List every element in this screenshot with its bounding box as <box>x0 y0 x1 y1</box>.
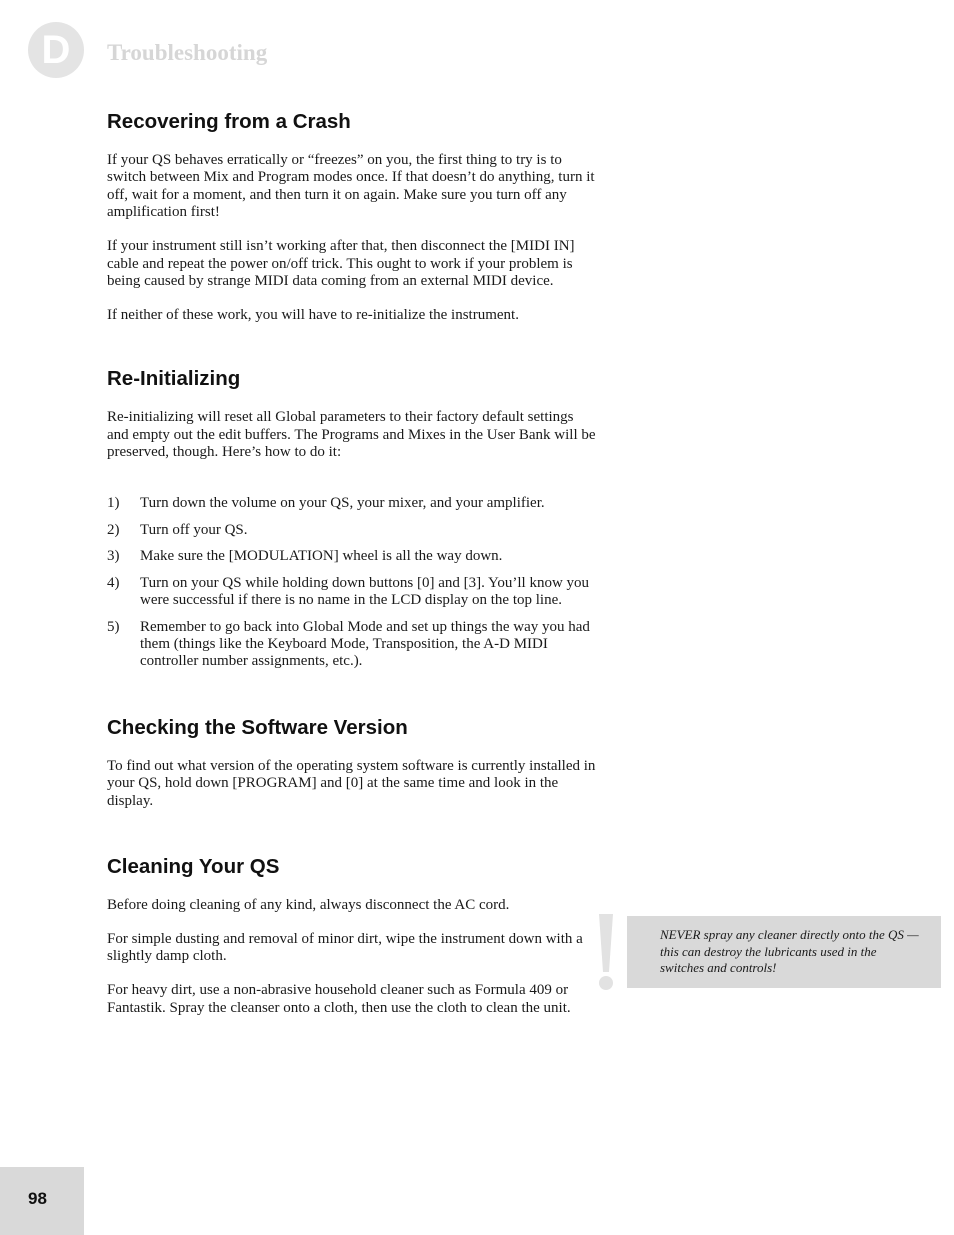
paragraph: For simple dusting and removal of minor dirt, wipe the instrument down with a slightly damp cloth. <box>107 930 583 965</box>
warning-note-text: NEVER spray any cleaner directly onto the QS — this can destroy the lubricants used in the switches and controls! <box>660 927 919 975</box>
step-number: 4) <box>107 574 120 591</box>
step-number: 1) <box>107 495 120 512</box>
exclamation-icon <box>596 912 616 992</box>
list-item <box>107 575 597 610</box>
step-text: Turn on your QS while holding down buttons [0] and [3]. You’ll know you were successful if there is no name in the LCD display on the top line. <box>140 574 590 609</box>
chapter-title: Troubleshooting <box>107 40 268 65</box>
page-number-box <box>0 1167 84 1235</box>
section-software-version <box>107 714 597 810</box>
warning-note <box>627 916 941 988</box>
paragraph: To find out what version of the operating system software is currently installed in your QS, hold down [PROGRAM] and [0] at the same time and look in the display. <box>107 757 596 809</box>
paragraph: For heavy dirt, use a non-abrasive household cleaner such as Formula 409 or Fantastik. Spray the cleanser onto a cloth, then use the cloth to clean the unit. <box>107 982 571 1016</box>
step-number: 2) <box>107 521 120 538</box>
section-heading: Cleaning Your QS <box>107 854 280 878</box>
list-item <box>107 522 597 539</box>
section-recovering-crash <box>107 108 597 324</box>
chapter-letter: D <box>41 28 71 72</box>
paragraph: Re-initializing will reset all Global parameters to their factory default settings and empty out the edit buffers. The Programs and Mixes in the User Bank will be preserved, though. Here’s how to do it: <box>107 409 596 461</box>
step-text: Turn down the volume on your QS, your mixer, and your amplifier. <box>140 495 545 512</box>
section-heading: Checking the Software Version <box>107 715 408 739</box>
paragraph: Before doing cleaning of any kind, always disconnect the AC cord. <box>107 896 510 913</box>
main-content <box>107 108 597 1017</box>
list-item <box>107 619 597 671</box>
paragraph: If your QS behaves erratically or “freezes” on you, the first thing to try is to switch between Mix and Program modes once. If that doesn’t do anything, turn it off, wait for a moment, and then turn it on again. Make sure you turn off any amplification first! <box>107 152 595 221</box>
paragraph: If your instrument still isn’t working after that, then disconnect the [MIDI IN] cable and repeat the power on/off trick. This ought to work if your problem is being caused by strange MIDI data coming from an external MIDI device. <box>107 238 575 289</box>
step-text: Turn off your QS. <box>140 521 248 538</box>
section-heading: Recovering from a Crash <box>107 110 351 133</box>
step-text: Make sure the [MODULATION] wheel is all the way down. <box>140 548 503 565</box>
page-number: 98 <box>28 1189 47 1208</box>
paragraph: If neither of these work, you will have to re-initialize the instrument. <box>107 306 519 323</box>
section-heading: Re-Initializing <box>107 367 241 391</box>
chapter-badge <box>28 22 84 78</box>
step-number: 5) <box>107 618 120 635</box>
steps-list <box>107 495 597 670</box>
section-re-initializing <box>107 365 597 670</box>
list-item <box>107 548 597 565</box>
list-item <box>107 495 597 512</box>
step-text: Remember to go back into Global Mode and set up things the way you had them (things like the Keyboard Mode, Transposition, the A-D MIDI controller number assignments, etc.). <box>140 618 590 670</box>
section-cleaning <box>107 853 597 1017</box>
step-number: 3) <box>107 548 120 565</box>
